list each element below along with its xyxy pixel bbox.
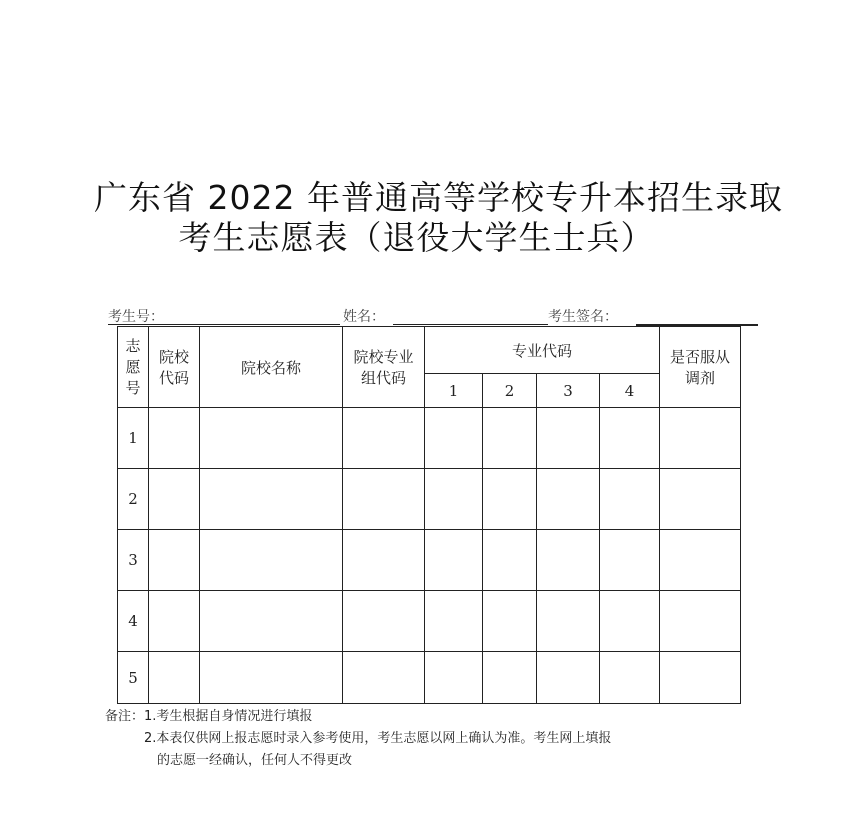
accept-adjustment-cell[interactable]	[660, 469, 741, 530]
header-accept-adjustment-line2: 调剂	[685, 369, 716, 387]
major-code-cell[interactable]	[483, 530, 537, 591]
document-title-line1: 广东省 2022 年普通高等学校专升本招生录取	[94, 178, 783, 217]
header-group-code-line2: 组代码	[360, 369, 406, 387]
table-row	[118, 591, 741, 652]
notes-label: 备注：	[105, 709, 145, 724]
note-1	[105, 706, 775, 728]
group-code-cell[interactable]	[343, 469, 425, 530]
school-code-cell[interactable]	[149, 591, 200, 652]
row-choice-number: 3	[118, 530, 149, 591]
accept-adjustment-cell[interactable]	[660, 408, 741, 469]
header-group-code-line1: 院校专业	[353, 348, 414, 366]
group-code-cell[interactable]	[343, 591, 425, 652]
school-code-cell[interactable]	[149, 652, 200, 704]
name-blank	[393, 324, 548, 325]
table-row	[118, 408, 741, 469]
header-group-code	[343, 327, 425, 408]
major-code-cell[interactable]	[537, 591, 600, 652]
preference-table	[117, 326, 741, 704]
accept-adjustment-cell[interactable]	[660, 591, 741, 652]
major-code-cell[interactable]	[600, 591, 660, 652]
major-code-col-3: 3	[537, 374, 600, 408]
major-code-cell[interactable]	[483, 469, 537, 530]
major-code-cell[interactable]	[537, 408, 600, 469]
accept-adjustment-cell[interactable]	[660, 652, 741, 704]
signature-label: 考生签名：	[548, 309, 618, 325]
row-choice-number: 1	[118, 408, 149, 469]
table-row	[118, 469, 741, 530]
header-choice-number-text: 志愿号	[125, 336, 141, 397]
major-code-cell[interactable]	[600, 652, 660, 704]
group-code-cell[interactable]	[343, 530, 425, 591]
header-major-code: 专业代码	[425, 327, 660, 374]
school-code-cell[interactable]	[149, 408, 200, 469]
name-label: 姓名：	[343, 309, 385, 325]
school-name-cell[interactable]	[200, 469, 343, 530]
group-code-cell[interactable]	[343, 408, 425, 469]
group-code-cell[interactable]	[343, 652, 425, 704]
notes-section	[105, 706, 775, 772]
school-code-cell[interactable]	[149, 469, 200, 530]
header-school-code-line2: 代码	[158, 369, 189, 387]
school-name-cell[interactable]	[200, 408, 343, 469]
note-2-line-1: 2.本表仅供网上报志愿时录入参考使用，考生志愿以网上确认为准。考生网上填报	[144, 731, 612, 746]
header-school-code	[149, 327, 200, 408]
major-code-cell[interactable]	[483, 652, 537, 704]
header-choice-number	[118, 327, 149, 408]
major-code-cell[interactable]	[425, 652, 483, 704]
major-code-cell[interactable]	[537, 469, 600, 530]
major-code-cell[interactable]	[600, 408, 660, 469]
header-school-name: 院校名称	[200, 327, 343, 408]
major-code-col-2: 2	[483, 374, 537, 408]
major-code-cell[interactable]	[537, 530, 600, 591]
exam-number-label: 考生号：	[108, 309, 164, 325]
school-name-cell[interactable]	[200, 652, 343, 704]
major-code-cell[interactable]	[483, 591, 537, 652]
major-code-cell[interactable]	[425, 408, 483, 469]
row-choice-number: 5	[118, 652, 149, 704]
document-title-line2: 考生志愿表（退役大学生士兵）	[178, 218, 655, 257]
header-school-code-line1: 院校	[158, 348, 189, 366]
major-code-cell[interactable]	[425, 591, 483, 652]
major-code-cell[interactable]	[483, 408, 537, 469]
note-2-line-2: 的志愿一经确认，任何人不得更改	[157, 753, 353, 768]
accept-adjustment-cell[interactable]	[660, 530, 741, 591]
major-code-cell[interactable]	[600, 530, 660, 591]
note-1-text: 1.考生根据自身情况进行填报	[144, 709, 313, 724]
school-name-cell[interactable]	[200, 591, 343, 652]
header-accept-adjustment-line1: 是否服从	[670, 348, 731, 366]
school-code-cell[interactable]	[149, 530, 200, 591]
row-choice-number: 2	[118, 469, 149, 530]
major-code-col-1: 1	[425, 374, 483, 408]
major-code-col-4: 4	[600, 374, 660, 408]
major-code-cell[interactable]	[425, 469, 483, 530]
major-code-cell[interactable]	[600, 469, 660, 530]
table-row	[118, 530, 741, 591]
school-name-cell[interactable]	[200, 530, 343, 591]
header-accept-adjustment	[660, 327, 741, 408]
candidate-info-line	[108, 304, 758, 326]
table-row	[118, 652, 741, 704]
major-code-cell[interactable]	[425, 530, 483, 591]
major-code-cell[interactable]	[537, 652, 600, 704]
exam-number-blank	[108, 324, 340, 325]
table-header-row	[118, 327, 741, 374]
row-choice-number: 4	[118, 591, 149, 652]
